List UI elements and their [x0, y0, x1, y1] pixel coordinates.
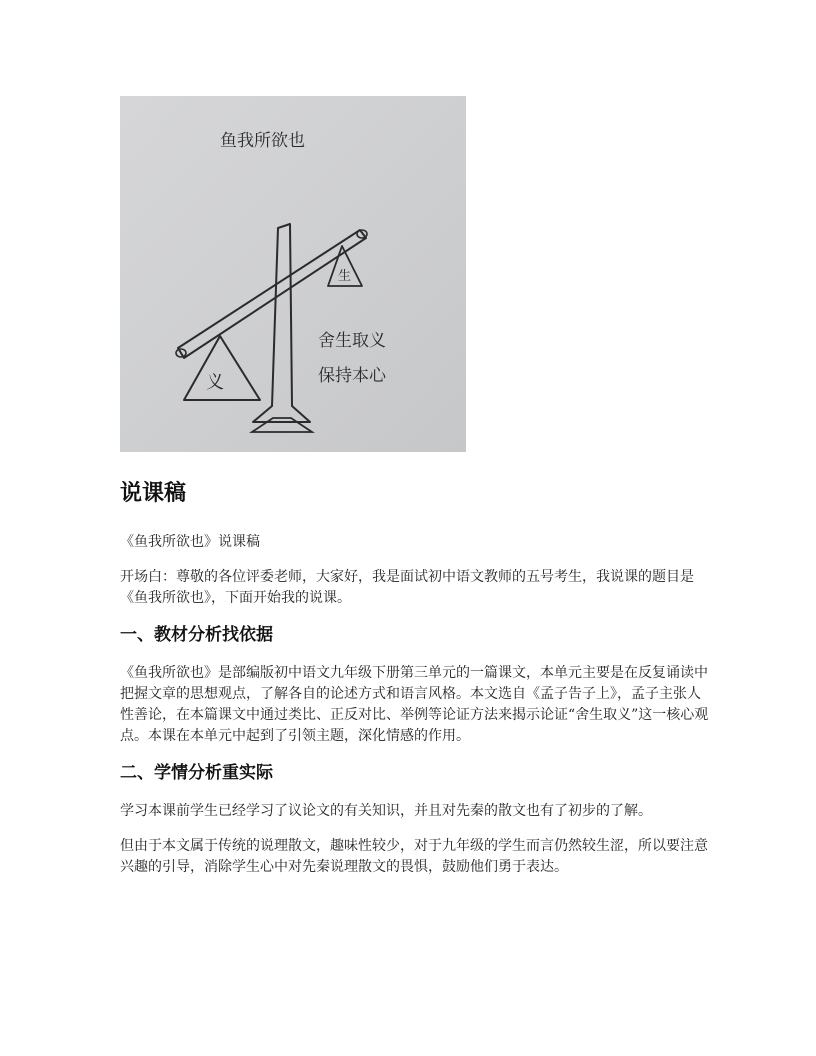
photo-caption-text: 鱼我所欲也	[220, 131, 305, 151]
student-analysis-paragraph-1: 学习本课前学生已经学习了议论文的有关知识，并且对先秦的散文也有了初步的了解。	[120, 803, 652, 819]
side-note-line2: 保持本心	[318, 366, 386, 386]
document-body	[120, 478, 712, 892]
section-heading-student-analysis: 二、学情分析重实际	[120, 763, 273, 783]
textbook-analysis-paragraph: 《鱼我所欲也》是部编版初中语文九年级下册第三单元的一篇课文，本单元主要是在反复诵读中把握文章的思想观点，了解各自的论述方式和语言风格。本文选自《孟子告子上》，孟子主张人性善论，在本篇课文中通过类比、正反对比、举例等论证方法来揭示论证“舍生取义”这一核心观点。本课在本单元中起到了引领主题，深化情感的作用。	[120, 665, 709, 744]
right-pan-label: 生	[338, 269, 352, 284]
hand-drawn-balance-photo	[120, 96, 466, 452]
scale-base	[252, 418, 312, 432]
scale-post	[253, 224, 310, 422]
student-analysis-paragraph-2: 但由于本文属于传统的说理散文，趣味性较少，对于九年级的学生而言仍然较生涩，所以要注意兴趣的引导，消除学生心中对先秦说理散文的畏惧，鼓励他们勇于表达。	[120, 838, 708, 875]
document-subtitle: 《鱼我所欲也》说课稿	[120, 534, 260, 550]
left-pan-label: 义	[206, 372, 224, 393]
intro-paragraph: 开场白：尊敬的各位评委老师，大家好，我是面试初中语文教师的五号考生，我说课的题目是《鱼我所欲也》，下面开始我的说课。	[120, 569, 694, 606]
balance-scale-drawing	[120, 96, 466, 452]
document-heading: 说课稿	[120, 481, 187, 506]
side-note-line1: 舍生取义	[318, 331, 386, 351]
section-heading-textbook-analysis: 一、教材分析找依据	[120, 625, 273, 645]
